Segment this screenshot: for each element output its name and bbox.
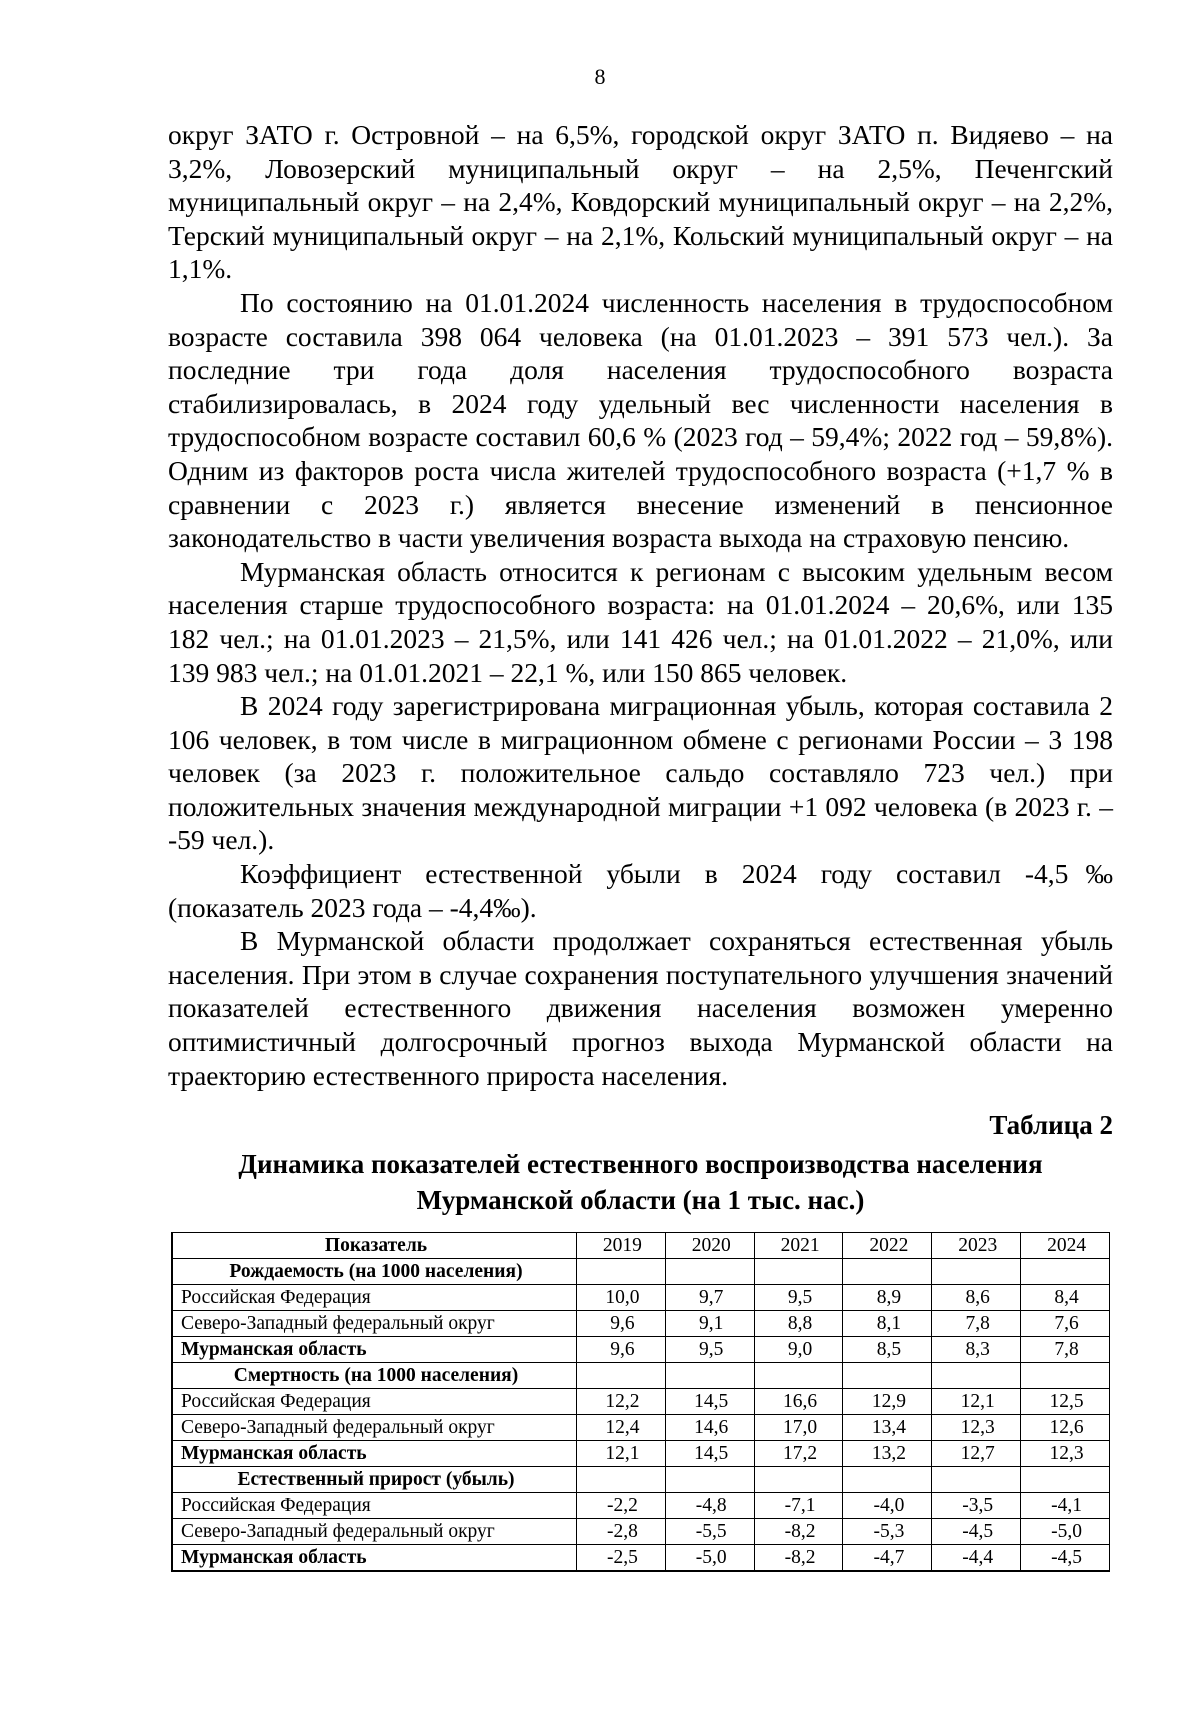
empty-cell bbox=[1021, 1467, 1110, 1493]
empty-cell bbox=[1021, 1363, 1110, 1389]
value-cell: 8,9 bbox=[843, 1285, 932, 1311]
empty-cell bbox=[754, 1363, 843, 1389]
table-row bbox=[172, 1337, 1110, 1363]
value-cell: 8,5 bbox=[843, 1337, 932, 1363]
value-cell: 13,4 bbox=[843, 1415, 932, 1441]
row-label: Северо-Западный федеральный округ bbox=[172, 1311, 577, 1337]
table-title-line-1: Динамика показателей естественного воспроизводства населения bbox=[238, 1149, 1043, 1179]
empty-cell bbox=[932, 1363, 1021, 1389]
empty-cell bbox=[577, 1467, 666, 1493]
table-header-row bbox=[172, 1233, 1110, 1259]
table-section-row bbox=[172, 1363, 1110, 1389]
value-cell: 12,9 bbox=[843, 1389, 932, 1415]
paragraph-natural-decline-rate: Коэффициент естественной убыли в 2024 году составил -4,5‰ (показатель 2023 года – -4,4‰). bbox=[168, 858, 1113, 923]
value-cell: -2,8 bbox=[577, 1519, 666, 1545]
paragraph-forecast: В Мурманской области продолжает сохраняться естественная убыль населения. При этом в случае сохранения поступательного улучшения значений показателей естественного движения населения возможен умеренно оптимистичный долгосрочный прогноз выхода Мурманской области на траекторию естественного прироста населения. bbox=[168, 925, 1113, 1091]
row-label: Мурманская область bbox=[172, 1337, 577, 1363]
table-row bbox=[172, 1415, 1110, 1441]
value-cell: 9,5 bbox=[665, 1337, 754, 1363]
empty-cell bbox=[665, 1467, 754, 1493]
paragraph-over-working-age: Мурманская область относится к регионам с высоким удельным весом населения старше трудоспособного возраста: на 01.01.2024 – 20,6%, или 135 182 чел.; на 01.01.2023 – 21,5%, или 141 426 чел.; на 01.01.2022 – 21,0%, или 139 983 чел.; на 01.01.2021 – 22,1 %, или 150 865 человек. bbox=[168, 555, 1113, 688]
value-cell: 12,2 bbox=[577, 1389, 666, 1415]
value-cell: 9,6 bbox=[577, 1337, 666, 1363]
value-cell: 9,7 bbox=[665, 1285, 754, 1311]
row-label: Северо-Западный федеральный округ bbox=[172, 1519, 577, 1545]
value-cell: 17,0 bbox=[754, 1415, 843, 1441]
row-label: Российская Федерация bbox=[172, 1493, 577, 1519]
table-title-line-2: Мурманской области (на 1 тыс. нас.) bbox=[416, 1185, 865, 1215]
row-label: Мурманская область bbox=[172, 1441, 577, 1467]
value-cell: 10,0 bbox=[577, 1285, 666, 1311]
value-cell: 12,6 bbox=[1021, 1415, 1110, 1441]
header-year: 2023 bbox=[932, 1233, 1021, 1259]
empty-cell bbox=[843, 1363, 932, 1389]
value-cell: 8,1 bbox=[843, 1311, 932, 1337]
row-label: Российская Федерация bbox=[172, 1285, 577, 1311]
row-label: Мурманская область bbox=[172, 1545, 577, 1572]
value-cell: -5,5 bbox=[665, 1519, 754, 1545]
section-title: Рождаемость (на 1000 населения) bbox=[172, 1259, 577, 1285]
empty-cell bbox=[665, 1363, 754, 1389]
value-cell: 12,3 bbox=[1021, 1441, 1110, 1467]
row-label: Российская Федерация bbox=[172, 1389, 577, 1415]
value-cell: -5,3 bbox=[843, 1519, 932, 1545]
value-cell: 7,8 bbox=[1021, 1337, 1110, 1363]
value-cell: 12,4 bbox=[577, 1415, 666, 1441]
empty-cell bbox=[577, 1259, 666, 1285]
value-cell: 12,1 bbox=[577, 1441, 666, 1467]
empty-cell bbox=[843, 1467, 932, 1493]
value-cell: -2,2 bbox=[577, 1493, 666, 1519]
paragraph-districts: округ ЗАТО г. Островной – на 6,5%, городской округ ЗАТО п. Видяево – на 3,2%, Ловозерский муниципальный округ – на 2,5%, Печенгский муниципальный округ – на 2,4%, Ковдорский муниципальный округ – на 2,2%, Терский муниципальный округ – на 2,1%, Кольский муниципальный округ – на 1,1%. bbox=[168, 119, 1113, 285]
row-label: Северо-Западный федеральный округ bbox=[172, 1415, 577, 1441]
value-cell: 12,7 bbox=[932, 1441, 1021, 1467]
header-year: 2020 bbox=[665, 1233, 754, 1259]
table-row bbox=[172, 1519, 1110, 1545]
empty-cell bbox=[665, 1259, 754, 1285]
value-cell: 12,3 bbox=[932, 1415, 1021, 1441]
table-body bbox=[172, 1259, 1110, 1572]
value-cell: -8,2 bbox=[754, 1519, 843, 1545]
value-cell: 14,5 bbox=[665, 1441, 754, 1467]
value-cell: 9,0 bbox=[754, 1337, 843, 1363]
section-title: Смертность (на 1000 населения) bbox=[172, 1363, 577, 1389]
empty-cell bbox=[843, 1259, 932, 1285]
value-cell: 8,4 bbox=[1021, 1285, 1110, 1311]
table-section-row bbox=[172, 1467, 1110, 1493]
empty-cell bbox=[1021, 1259, 1110, 1285]
empty-cell bbox=[577, 1363, 666, 1389]
value-cell: 9,1 bbox=[665, 1311, 754, 1337]
table-row bbox=[172, 1441, 1110, 1467]
value-cell: -4,5 bbox=[1021, 1545, 1110, 1572]
empty-cell bbox=[754, 1259, 843, 1285]
value-cell: 12,5 bbox=[1021, 1389, 1110, 1415]
value-cell: 8,3 bbox=[932, 1337, 1021, 1363]
value-cell: 8,8 bbox=[754, 1311, 843, 1337]
value-cell: -5,0 bbox=[1021, 1519, 1110, 1545]
table-row bbox=[172, 1285, 1110, 1311]
header-indicator: Показатель bbox=[172, 1233, 577, 1259]
empty-cell bbox=[932, 1259, 1021, 1285]
value-cell: -7,1 bbox=[754, 1493, 843, 1519]
value-cell: -4,5 bbox=[932, 1519, 1021, 1545]
value-cell: -5,0 bbox=[665, 1545, 754, 1572]
value-cell: -4,7 bbox=[843, 1545, 932, 1572]
value-cell: 9,5 bbox=[754, 1285, 843, 1311]
value-cell: -8,2 bbox=[754, 1545, 843, 1572]
value-cell: 7,6 bbox=[1021, 1311, 1110, 1337]
value-cell: 7,8 bbox=[932, 1311, 1021, 1337]
value-cell: -3,5 bbox=[932, 1493, 1021, 1519]
page-number: 8 bbox=[594, 64, 606, 89]
header-year: 2022 bbox=[843, 1233, 932, 1259]
value-cell: 12,1 bbox=[932, 1389, 1021, 1415]
section-title: Естественный прирост (убыль) bbox=[172, 1467, 577, 1493]
empty-cell bbox=[932, 1467, 1021, 1493]
table-title bbox=[168, 1146, 1113, 1218]
header-year: 2019 bbox=[577, 1233, 666, 1259]
empty-cell bbox=[754, 1467, 843, 1493]
body-text bbox=[168, 118, 1113, 1092]
value-cell: -2,5 bbox=[577, 1545, 666, 1572]
table-row bbox=[172, 1389, 1110, 1415]
value-cell: 14,5 bbox=[665, 1389, 754, 1415]
header-year: 2024 bbox=[1021, 1233, 1110, 1259]
paragraph-working-age: По состоянию на 01.01.2024 численность населения в трудоспособном возрасте составила 398 064 человека (на 01.01.2023 – 391 573 чел.). За последние три года доля населения трудоспособного возраста стабилизировалась, в 2024 году удельный вес численности населения в трудоспособном возрасте составил 60,6 % (2023 год – 59,4%; 2022 год – 59,8%). Одним из факторов роста числа жителей трудоспособного возраста (+1,7 % в сравнении с 2023 г.) является внесение изменений в пенсионное законодательство в части увеличения возраста выхода на страховую пенсию. bbox=[168, 286, 1113, 554]
value-cell: 16,6 bbox=[754, 1389, 843, 1415]
population-dynamics-table bbox=[171, 1232, 1110, 1572]
value-cell: 13,2 bbox=[843, 1441, 932, 1467]
value-cell: -4,4 bbox=[932, 1545, 1021, 1572]
value-cell: 17,2 bbox=[754, 1441, 843, 1467]
value-cell: -4,1 bbox=[1021, 1493, 1110, 1519]
table-row bbox=[172, 1311, 1110, 1337]
table-row bbox=[172, 1493, 1110, 1519]
header-year: 2021 bbox=[754, 1233, 843, 1259]
value-cell: 14,6 bbox=[665, 1415, 754, 1441]
value-cell: -4,0 bbox=[843, 1493, 932, 1519]
value-cell: 9,6 bbox=[577, 1311, 666, 1337]
paragraph-migration: В 2024 году зарегистрирована миграционная убыль, которая составила 2 106 человек, в том числе в миграционном обмене с регионами России – 3 198 человек (за 2023 г. положительное сальдо составляло 723 чел.) при положительных значения международной миграции +1 092 человека (в 2023 г. – -59 чел.). bbox=[168, 690, 1113, 856]
value-cell: -4,8 bbox=[665, 1493, 754, 1519]
table-row bbox=[172, 1545, 1110, 1572]
table-label: Таблица 2 bbox=[989, 1110, 1113, 1140]
table-section-row bbox=[172, 1259, 1110, 1285]
value-cell: 8,6 bbox=[932, 1285, 1021, 1311]
